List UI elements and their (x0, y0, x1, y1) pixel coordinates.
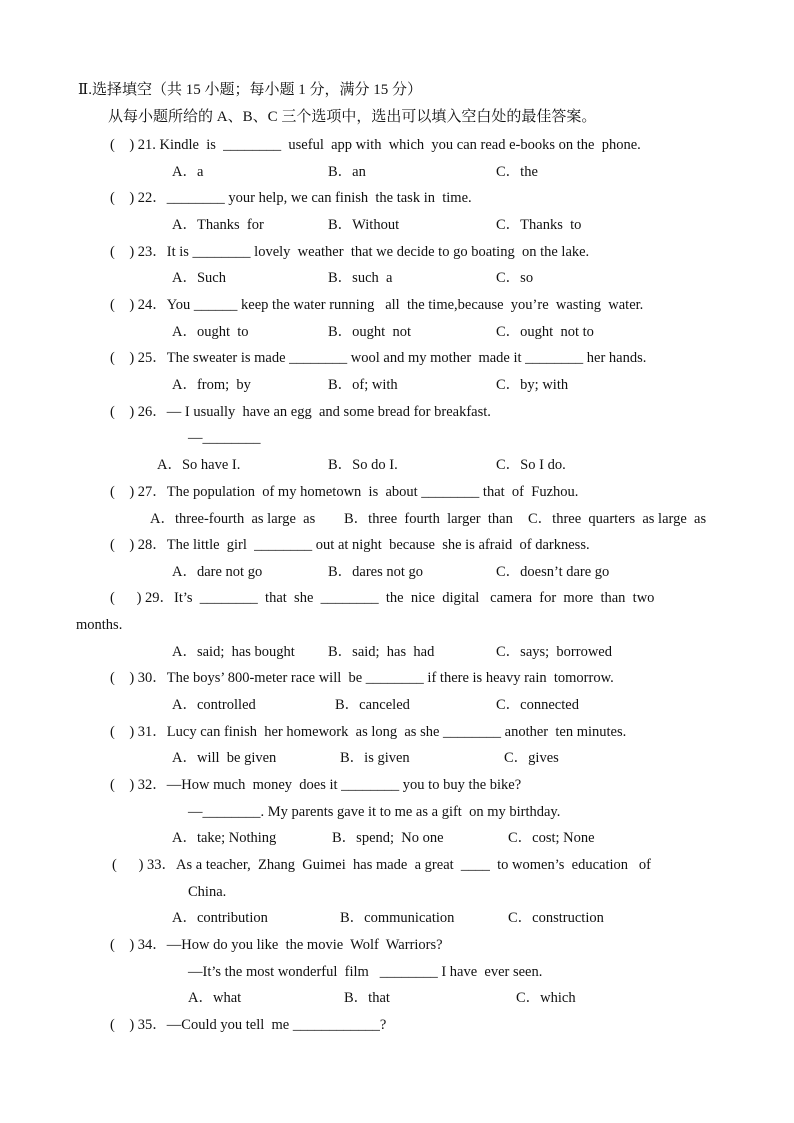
question-22-option-c[interactable]: C．Thanks to (496, 217, 582, 233)
question-22-option-a[interactable]: A．Thanks for (172, 217, 264, 233)
question-32-option-a[interactable]: A．take; Nothing (172, 830, 277, 846)
question-26-reply: —________ (188, 430, 261, 446)
question-25-option-a[interactable]: A．from; by (172, 377, 251, 393)
question-28-option-a[interactable]: A．dare not go (172, 564, 263, 580)
question-32-option-c[interactable]: C．cost; None (508, 830, 595, 846)
question-32-reply: —________. My parents gave it to me as a gift on my birthday. (188, 804, 561, 820)
question-21-option-b[interactable]: B．an (328, 164, 366, 180)
question-33-option-a[interactable]: A．contribution (172, 910, 268, 926)
question-32-stem: ( ) 32．—How much money does it ________ you to buy the bike? (110, 777, 522, 793)
question-22-stem: ( ) 22．________ your help, we can finish the task in time. (110, 190, 472, 206)
question-24-stem: ( ) 24．You ______ keep the water running all the time,because you’re wasting water. (110, 297, 644, 313)
question-26-stem: ( ) 26．— I usually have an egg and some bread for breakfast. (110, 404, 491, 420)
question-31-stem: ( ) 31．Lucy can finish her homework as long as she ________ another ten minutes. (110, 724, 627, 740)
question-35-stem: ( ) 35．—Could you tell me ____________? (110, 1017, 387, 1033)
question-30-option-b[interactable]: B．canceled (335, 697, 410, 713)
question-30-option-c[interactable]: C．connected (496, 697, 579, 713)
question-21-option-a[interactable]: A．a (172, 164, 204, 180)
question-25-stem: ( ) 25．The sweater is made ________ wool and my mother made it ________ her hands. (110, 350, 647, 366)
question-26-option-c[interactable]: C．So I do. (496, 457, 566, 473)
question-34-reply: —It’s the most wonderful film ________ I have ever seen. (188, 964, 543, 980)
question-28-option-c[interactable]: C．doesn’t dare go (496, 564, 610, 580)
question-34-option-c[interactable]: C．which (516, 990, 576, 1006)
question-23-stem: ( ) 23．It is ________ lovely weather that we decide to go boating on the lake. (110, 244, 590, 260)
question-24-option-c[interactable]: C．ought not to (496, 324, 594, 340)
question-24-option-a[interactable]: A．ought to (172, 324, 249, 340)
question-33-stem: ( ) 33．As a teacher, Zhang Guimei has made a great ____ to women’s education of (112, 857, 651, 873)
question-31-option-b[interactable]: B．is given (340, 750, 410, 766)
question-28-stem: ( ) 28．The little girl ________ out at night because she is afraid of darkness. (110, 537, 590, 553)
question-26-option-b[interactable]: B．So do I. (328, 457, 398, 473)
question-34-option-a[interactable]: A．what (188, 990, 242, 1006)
question-21-stem: ( ) 21. Kindle is ________ useful app with which you can read e-books on the phone. (110, 137, 641, 153)
question-27-option-a[interactable]: A．three-fourth as large as (150, 511, 316, 527)
question-22-option-b[interactable]: B．Without (328, 217, 400, 233)
question-23-option-b[interactable]: B．such a (328, 270, 393, 286)
question-29-stem: ( ) 29．It’s ________ that she ________ the nice digital camera for more than two (110, 590, 655, 606)
question-29-option-a[interactable]: A．said; has bought (172, 644, 295, 660)
question-24-option-b[interactable]: B．ought not (328, 324, 411, 340)
question-27-stem: ( ) 27．The population of my hometown is about ________ that of Fuzhou. (110, 484, 579, 500)
question-26-option-a[interactable]: A．So have I. (157, 457, 241, 473)
question-27-option-c[interactable]: C．three quarters as large as (528, 511, 707, 527)
question-25-option-b[interactable]: B．of; with (328, 377, 398, 393)
question-23-option-a[interactable]: A．Such (172, 270, 226, 286)
question-33-option-c[interactable]: C．construction (508, 910, 604, 926)
instruction: 从每小题所给的 A、B、C 三个选项中，选出可以填入空白处的最佳答案。 (108, 109, 597, 125)
question-28-option-b[interactable]: B．dares not go (328, 564, 424, 580)
question-34-stem: ( ) 34．—How do you like the movie Wolf Warriors? (110, 937, 443, 953)
question-33-option-b[interactable]: B．communication (340, 910, 455, 926)
question-33-stem-continued: China. (188, 884, 227, 900)
question-30-stem: ( ) 30．The boys’ 800-meter race will be ________ if there is heavy rain tomorrow. (110, 670, 614, 686)
question-34-option-b[interactable]: B．that (344, 990, 390, 1006)
question-31-option-a[interactable]: A．will be given (172, 750, 277, 766)
question-29-stem-continued: months. (76, 617, 123, 633)
question-29-option-b[interactable]: B．said; has had (328, 644, 435, 660)
question-25-option-c[interactable]: C．by; with (496, 377, 569, 393)
question-27-option-b[interactable]: B．three fourth larger than (344, 511, 513, 527)
question-30-option-a[interactable]: A．controlled (172, 697, 256, 713)
question-31-option-c[interactable]: C．gives (504, 750, 559, 766)
question-29-option-c[interactable]: C．says; borrowed (496, 644, 612, 660)
question-23-option-c[interactable]: C．so (496, 270, 534, 286)
question-32-option-b[interactable]: B．spend; No one (332, 830, 444, 846)
question-21-option-c[interactable]: C．the (496, 164, 538, 180)
section-title: Ⅱ.选择填空（共 15 小题；每小题 1 分，满分 15 分） (78, 82, 422, 98)
